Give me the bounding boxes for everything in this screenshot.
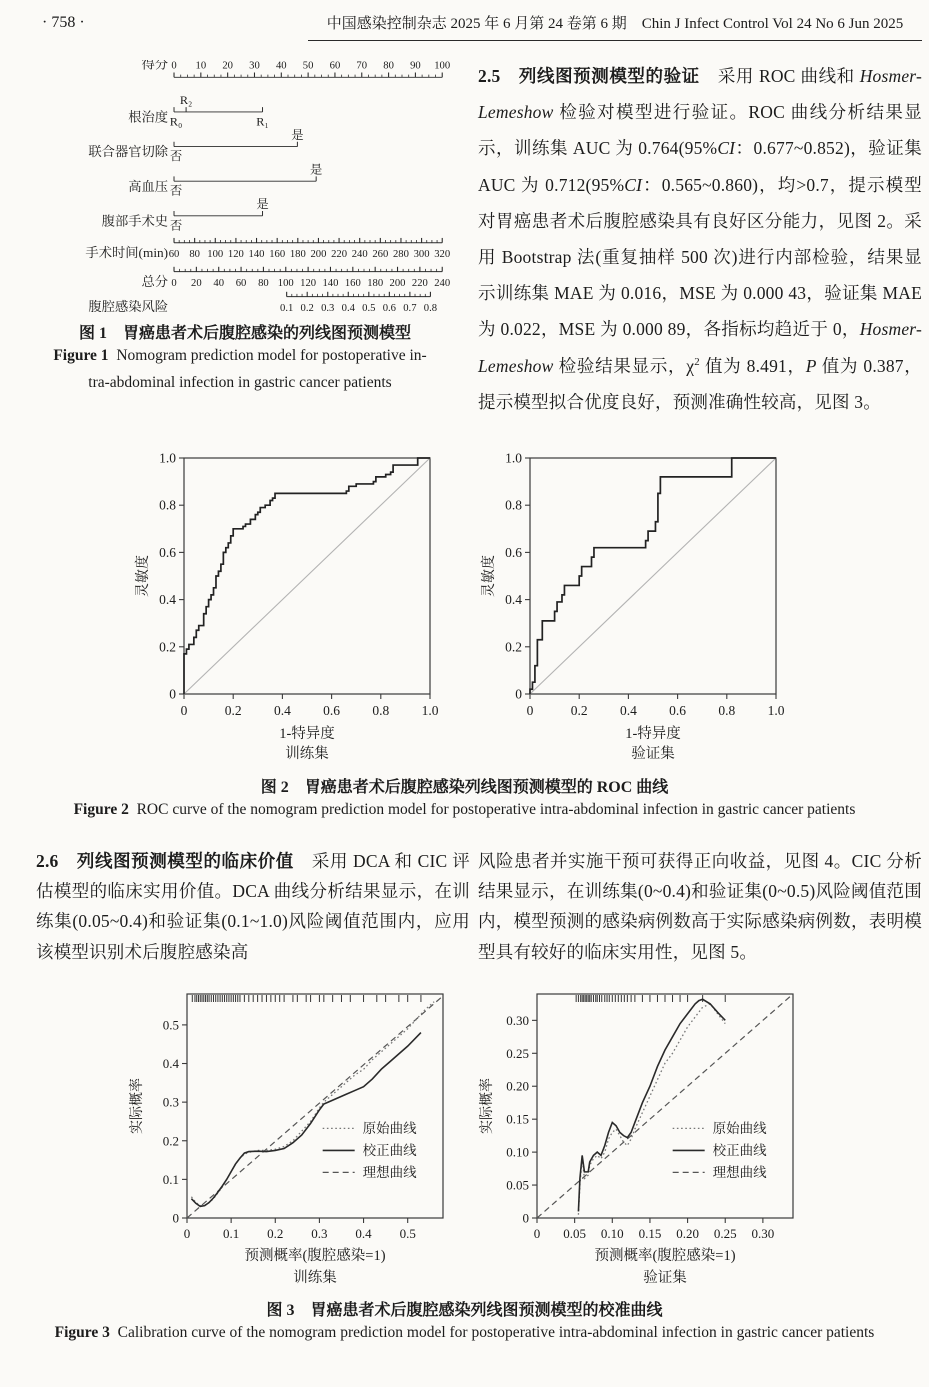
svg-text:手术时间(min): 手术时间(min) — [85, 245, 169, 261]
svg-text:R₁: R₁ — [256, 114, 269, 129]
figure2-caption-en — [0, 801, 929, 819]
svg-text:灵敏度: 灵敏度 — [135, 555, 151, 597]
svg-text:0.2: 0.2 — [162, 1133, 179, 1149]
svg-text:60: 60 — [329, 60, 341, 72]
figure3-caption-zh: 图 3 胃癌患者术后腹腔感染列线图预测模型的校准曲线 — [266, 1302, 663, 1319]
roc-panel-validation — [478, 448, 798, 767]
svg-text:1.0: 1.0 — [421, 703, 438, 718]
svg-text:80: 80 — [189, 249, 200, 261]
svg-text:原始曲线: 原始曲线 — [362, 1120, 417, 1136]
ideal-line-训练集 — [187, 996, 443, 1218]
svg-text:实际概率: 实际概率 — [129, 1078, 145, 1134]
svg-text:0: 0 — [171, 60, 177, 72]
svg-text:0.30: 0.30 — [751, 1226, 774, 1241]
section-2-5-paragraph: 2.5 列线图预测模型的验证 采用 ROC 曲线和 Hosmer-Lemeshow 检验对模型进行验证。ROC 曲线分析结果显示，训练集 AUC 为 0.764(95%CI：0.677~0.852)，验证集 AUC 为 0.712(95%CI：0.565~0.860)，均>0.7，提示模型对胃癌患者术后腹腔感染具有良好区分能力，见图 2。采用 Bootstrap 法(重复抽样 500 次)进行内部检验，结果显示训练集 MAE 为 0.016，MSE 为 0.000 43，验证集 MAE 为 0.022，MSE 为 0.000 89，各指标均趋近于 0，Hosmer-Lemeshow 检验结果显示，$\chi^2$ 值为 8.491，P 值为 0.387，提示模型拟合优度良好，预测准确性较高，见图 3。 — [478, 66, 923, 412]
svg-text:否: 否 — [169, 218, 183, 233]
svg-text:0.2: 0.2 — [158, 639, 176, 655]
calibration-svg-验证集 — [475, 986, 805, 1288]
svg-text:校正曲线: 校正曲线 — [362, 1142, 417, 1158]
svg-text:0.10: 0.10 — [600, 1226, 624, 1241]
svg-text:高血压: 高血压 — [128, 178, 169, 194]
calibration-panel-validation — [475, 986, 805, 1293]
svg-text:0.4: 0.4 — [354, 1226, 372, 1241]
svg-text:得分: 得分 — [141, 60, 169, 72]
figure1-nomogram — [34, 60, 462, 317]
svg-text:0.20: 0.20 — [505, 1078, 529, 1094]
svg-text:0: 0 — [514, 686, 522, 702]
svg-text:理想曲线: 理想曲线 — [362, 1164, 417, 1180]
svg-text:校正曲线: 校正曲线 — [712, 1142, 767, 1158]
svg-text:0.4: 0.4 — [158, 592, 176, 608]
svg-text:0: 0 — [183, 1226, 190, 1241]
svg-text:0.5: 0.5 — [399, 1226, 416, 1241]
svg-text:总分: 总分 — [141, 274, 169, 289]
calibration-svg-训练集 — [125, 986, 455, 1288]
figure1-caption-text1: Nomogram prediction model for postoperative in- — [116, 347, 427, 364]
svg-text:20: 20 — [222, 60, 233, 72]
svg-text:300: 300 — [413, 249, 430, 261]
svg-text:原始曲线: 原始曲线 — [712, 1120, 767, 1136]
svg-text:0.1: 0.1 — [280, 303, 294, 312]
section-2-6-paragraph-left: 2.6 列线图预测模型的临床价值 采用 DCA 和 CIC 评估模型的临床实用价值。DCA 曲线分析结果显示，在训练集(0.05~0.4)和验证集(0.1~1.0)风险阈值范围内，应用该模型识别术后腹腔感染高 — [36, 851, 471, 962]
svg-text:1-特异度: 1-特异度 — [278, 726, 335, 742]
svg-text:根治度: 根治度 — [128, 109, 169, 125]
nomogram-svg — [34, 60, 458, 312]
figure3-caption-text: Calibration curve of the nomogram prediction model for postoperative intra-abdominal infection in gastric cancer patients — [117, 1324, 875, 1341]
figure2-label: Figure 2 — [73, 801, 129, 818]
svg-text:0.05: 0.05 — [562, 1226, 586, 1241]
figure1-caption-en-line2 — [14, 374, 466, 392]
svg-text:0.4: 0.4 — [504, 592, 522, 608]
svg-text:120: 120 — [300, 278, 317, 289]
svg-text:240: 240 — [351, 249, 368, 261]
svg-text:0: 0 — [171, 278, 177, 289]
journal-header: 中国感染控制杂志 2025 年 6 月第 24 卷第 6 期 Chin J Infect Control Vol 24 No 6 Jun 2025 — [308, 12, 922, 41]
svg-text:0.1: 0.1 — [162, 1171, 179, 1187]
svg-text:0.20: 0.20 — [675, 1226, 699, 1241]
svg-text:160: 160 — [344, 278, 361, 289]
svg-text:1.0: 1.0 — [504, 450, 522, 466]
svg-text:0.8: 0.8 — [158, 497, 176, 513]
svg-text:1.0: 1.0 — [158, 450, 176, 466]
roc-svg-验证集 — [478, 448, 798, 762]
svg-text:180: 180 — [289, 249, 306, 261]
svg-text:腹部手术史: 腹部手术史 — [101, 213, 169, 229]
ideal-line-验证集 — [537, 994, 793, 1218]
svg-text:联合器官切除: 联合器官切除 — [88, 144, 169, 160]
svg-text:0.4: 0.4 — [341, 303, 355, 312]
svg-text:140: 140 — [248, 249, 265, 261]
svg-text:训练集: 训练集 — [284, 746, 329, 762]
svg-text:0.8: 0.8 — [371, 703, 389, 718]
svg-text:0.7: 0.7 — [403, 303, 417, 312]
svg-text:理想曲线: 理想曲线 — [712, 1164, 767, 1180]
roc-svg-训练集 — [132, 448, 452, 762]
figure1-caption-zh: 图 1 胃癌患者术后腹腔感染的列线图预测模型 — [78, 325, 411, 342]
svg-text:30: 30 — [249, 60, 260, 72]
svg-text:0.3: 0.3 — [321, 303, 335, 312]
svg-text:灵敏度: 灵敏度 — [481, 555, 497, 597]
svg-text:90: 90 — [410, 60, 421, 72]
svg-text:40: 40 — [275, 60, 287, 72]
figure1-caption-en-line1 — [14, 347, 466, 365]
svg-text:120: 120 — [227, 249, 244, 261]
svg-text:是: 是 — [310, 162, 323, 177]
svg-text:0.2: 0.2 — [504, 639, 522, 655]
svg-text:0: 0 — [522, 1210, 529, 1226]
svg-text:160: 160 — [269, 249, 286, 261]
svg-text:0.6: 0.6 — [668, 703, 686, 718]
svg-text:R₀: R₀ — [169, 114, 183, 129]
apparent-curve-验证集 — [578, 1004, 725, 1215]
svg-text:320: 320 — [434, 249, 451, 261]
svg-text:0.5: 0.5 — [162, 1017, 179, 1033]
svg-text:0.6: 0.6 — [158, 544, 176, 560]
page-number: · 758 · — [42, 14, 85, 31]
svg-text:40: 40 — [213, 278, 225, 289]
corrected-curve-验证集 — [578, 999, 725, 1211]
calibration-panel-training — [125, 986, 455, 1293]
svg-text:10: 10 — [195, 60, 207, 72]
figure2-caption-text: ROC curve of the nomogram prediction model for postoperative intra-abdominal infection in gastric cancer patients — [136, 801, 856, 818]
svg-text:0.5: 0.5 — [362, 303, 376, 312]
svg-text:实际概率: 实际概率 — [479, 1078, 495, 1134]
svg-text:预测概率(腹腔感染=1): 预测概率(腹腔感染=1) — [593, 1248, 736, 1264]
svg-text:0.6: 0.6 — [322, 703, 340, 718]
svg-text:验证集: 验证集 — [630, 746, 675, 762]
svg-text:0.3: 0.3 — [310, 1226, 328, 1241]
svg-text:0: 0 — [180, 703, 187, 718]
svg-text:80: 80 — [258, 278, 269, 289]
svg-text:0: 0 — [526, 703, 533, 718]
svg-text:0.2: 0.2 — [224, 703, 242, 718]
svg-text:0.6: 0.6 — [504, 544, 522, 560]
svg-text:70: 70 — [356, 60, 368, 72]
svg-text:0.30: 0.30 — [505, 1012, 529, 1028]
svg-text:是: 是 — [291, 128, 304, 142]
svg-text:0.2: 0.2 — [300, 303, 314, 312]
svg-text:80: 80 — [383, 60, 394, 72]
svg-text:0.2: 0.2 — [266, 1226, 283, 1241]
svg-text:280: 280 — [392, 249, 409, 261]
roc-panel-training — [132, 448, 452, 767]
svg-text:100: 100 — [434, 60, 451, 72]
svg-text:0: 0 — [533, 1226, 540, 1241]
svg-text:60: 60 — [235, 278, 247, 289]
svg-text:否: 否 — [169, 149, 183, 163]
svg-text:0.8: 0.8 — [504, 497, 522, 513]
figure3-label: Figure 3 — [54, 1324, 110, 1341]
svg-text:0.10: 0.10 — [505, 1144, 529, 1160]
svg-text:140: 140 — [322, 278, 339, 289]
svg-text:0.15: 0.15 — [638, 1226, 661, 1241]
svg-text:0.2: 0.2 — [570, 703, 588, 718]
svg-text:200: 200 — [310, 249, 327, 261]
svg-text:0.4: 0.4 — [162, 1056, 179, 1072]
svg-text:预测概率(腹腔感染=1): 预测概率(腹腔感染=1) — [243, 1248, 386, 1264]
svg-text:0.1: 0.1 — [222, 1226, 239, 1241]
svg-text:1.0: 1.0 — [767, 703, 784, 718]
svg-text:训练集: 训练集 — [292, 1270, 337, 1286]
svg-text:50: 50 — [302, 60, 314, 72]
figure3-caption-en — [0, 1324, 929, 1342]
svg-text:否: 否 — [169, 183, 183, 198]
figure1-label: Figure 1 — [53, 347, 109, 364]
svg-text:0.05: 0.05 — [505, 1177, 529, 1193]
svg-text:100: 100 — [277, 278, 294, 289]
figure2-caption-zh: 图 2 胃癌患者术后腹腔感染列线图预测模型的 ROC 曲线 — [260, 779, 669, 796]
svg-text:0: 0 — [168, 686, 176, 702]
figure2-roc-charts — [0, 448, 929, 767]
svg-text:0.25: 0.25 — [713, 1226, 737, 1241]
svg-text:0.4: 0.4 — [619, 703, 637, 718]
svg-text:60: 60 — [168, 249, 180, 261]
svg-text:0.8: 0.8 — [423, 303, 438, 312]
section-2-6-paragraph-right: 风险患者并实施干预可获得正向收益，见图 4。CIC 分析结果显示，在训练集(0~0.4)和验证集(0~0.5)风险阈值范围内，模型预测的感染病例数高于实际感染病例数，表明模型具有较好的临床实用性，见图 5。 — [478, 851, 922, 962]
svg-text:20: 20 — [191, 278, 202, 289]
svg-text:100: 100 — [207, 249, 224, 261]
svg-text:是: 是 — [256, 197, 269, 212]
svg-text:1-特异度: 1-特异度 — [624, 726, 681, 742]
svg-text:验证集: 验证集 — [642, 1270, 687, 1286]
corrected-curve-训练集 — [191, 1033, 421, 1207]
svg-text:0.4: 0.4 — [273, 703, 291, 718]
figure3-calibration-charts — [0, 986, 929, 1293]
svg-text:0.3: 0.3 — [162, 1094, 179, 1110]
svg-text:0.8: 0.8 — [717, 703, 735, 718]
svg-text:220: 220 — [411, 278, 428, 289]
svg-text:腹腔感染风险: 腹腔感染风险 — [88, 299, 169, 312]
svg-text:240: 240 — [434, 278, 451, 289]
figure1-caption-text2: tra-abdominal infection in gastric cancer patients — [88, 374, 392, 391]
svg-text:200: 200 — [389, 278, 406, 289]
svg-text:0: 0 — [172, 1210, 179, 1226]
svg-text:180: 180 — [367, 278, 384, 289]
svg-text:0.25: 0.25 — [505, 1045, 529, 1061]
svg-text:220: 220 — [331, 249, 348, 261]
svg-text:260: 260 — [372, 249, 389, 261]
svg-text:0.15: 0.15 — [505, 1111, 529, 1127]
svg-text:R₂: R₂ — [179, 93, 193, 108]
svg-text:0.6: 0.6 — [382, 303, 396, 312]
